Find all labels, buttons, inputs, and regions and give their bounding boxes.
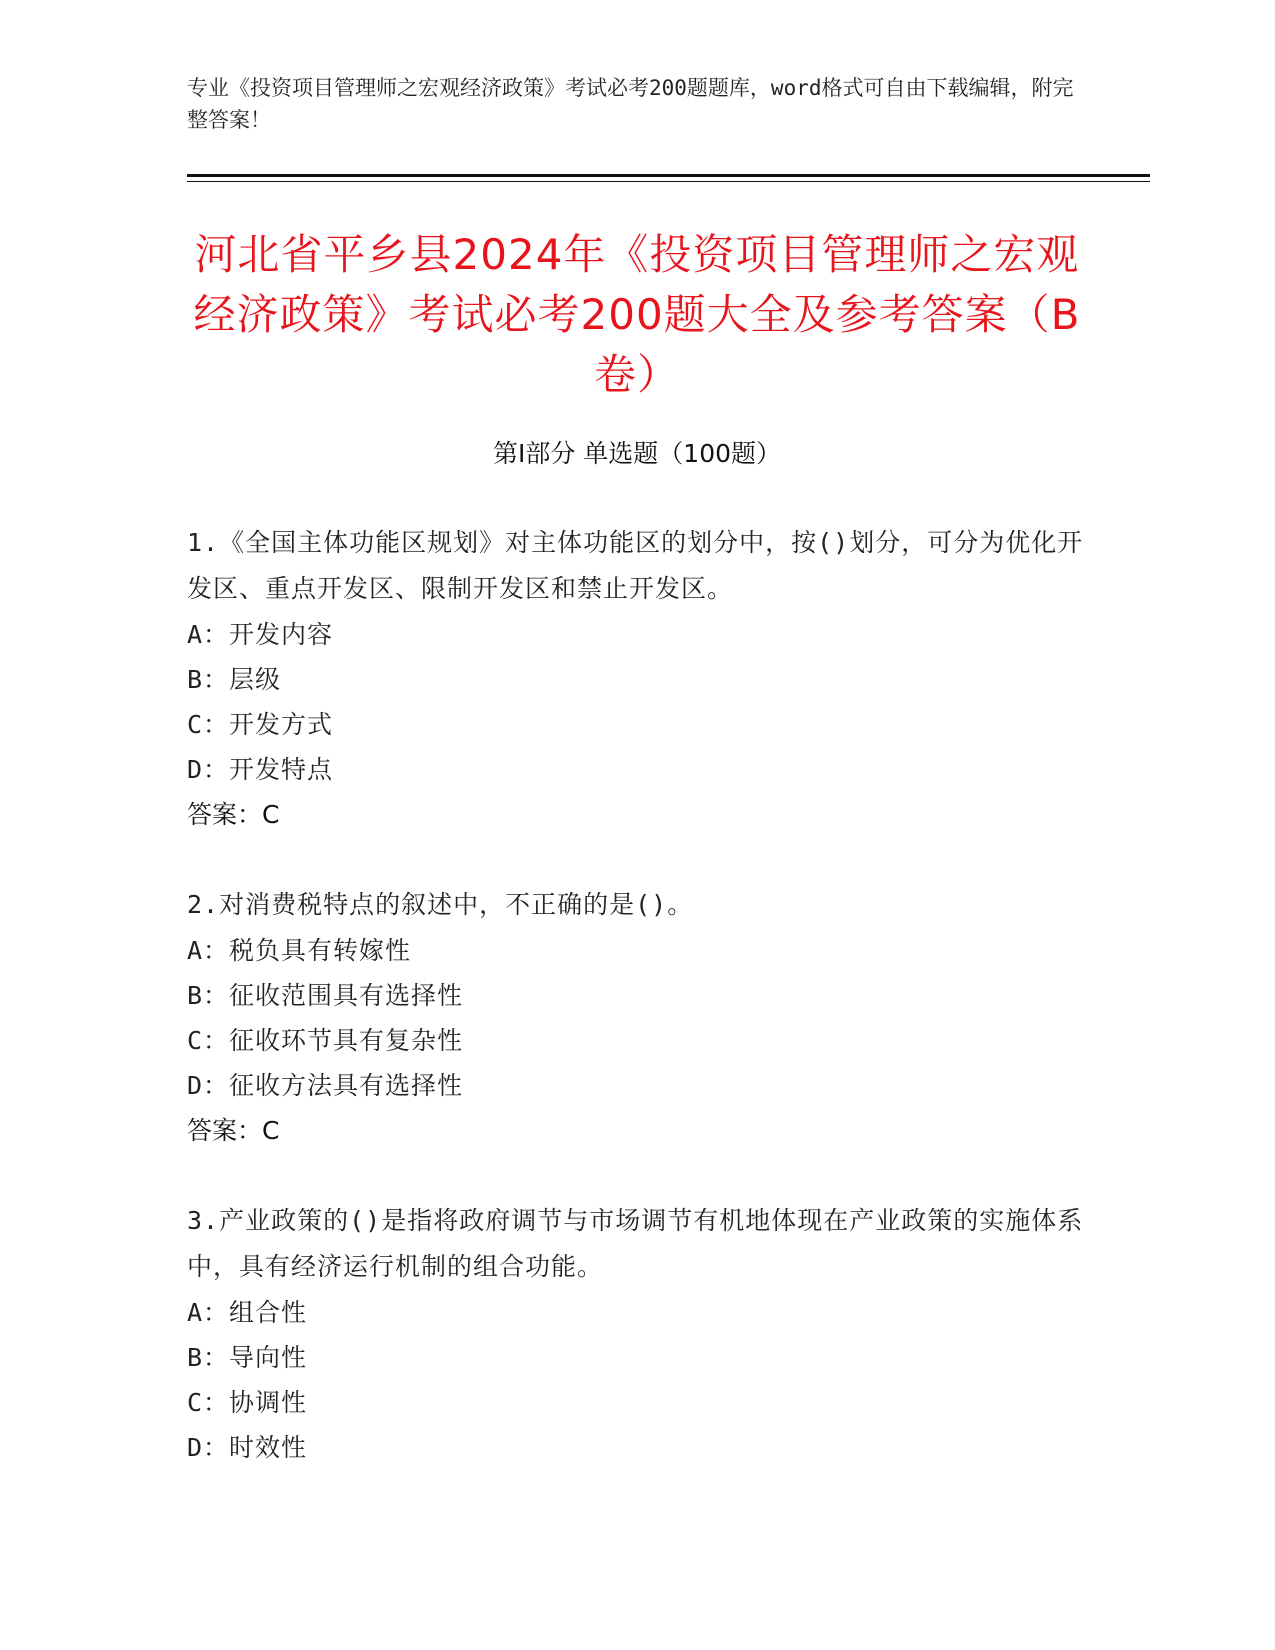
option-c: C：协调性 — [187, 1388, 308, 1417]
option-a: A：组合性 — [187, 1298, 308, 1327]
question-list — [187, 520, 1087, 1514]
option-d: D：开发特点 — [187, 755, 334, 784]
header-note: 专业《投资项目管理师之宏观经济政策》考试必考200题题库，word格式可自由下载编辑，附完整答案！ — [187, 76, 1074, 132]
header-rule-thick — [187, 174, 1150, 177]
option-c: C：开发方式 — [187, 710, 334, 739]
question-stem: 1.《全国主体功能区规划》对主体功能区的划分中，按()划分，可分为优化开发区、重点开发区、限制开发区和禁止开发区。 — [187, 528, 1084, 603]
option-d: D：时效性 — [187, 1433, 308, 1462]
question-2 — [187, 882, 1087, 1154]
question-stem: 2.对消费税特点的叙述中，不正确的是()。 — [187, 890, 694, 919]
document-title: 河北省平乡县2024年《投资项目管理师之宏观经济政策》考试必考200题大全及参考答案（B卷） — [193, 230, 1081, 399]
option-a: A：开发内容 — [187, 620, 334, 649]
header-rule-thin — [187, 181, 1150, 182]
question-1 — [187, 520, 1087, 838]
option-b: B：层级 — [187, 665, 282, 694]
question-3 — [187, 1198, 1087, 1470]
option-a: A：税负具有转嫁性 — [187, 936, 412, 965]
option-b: B：征收范围具有选择性 — [187, 981, 464, 1010]
answer-label: 答案：C — [187, 1116, 280, 1145]
option-c: C：征收环节具有复杂性 — [187, 1026, 464, 1055]
option-d: D：征收方法具有选择性 — [187, 1071, 464, 1100]
answer-label: 答案：C — [187, 800, 280, 829]
option-b: B：导向性 — [187, 1343, 308, 1372]
question-stem: 3.产业政策的()是指将政府调节与市场调节有机地体现在产业政策的实施体系中，具有经济运行机制的组合功能。 — [187, 1206, 1084, 1281]
section-heading: 第Ⅰ部分 单选题（100题） — [492, 439, 782, 468]
